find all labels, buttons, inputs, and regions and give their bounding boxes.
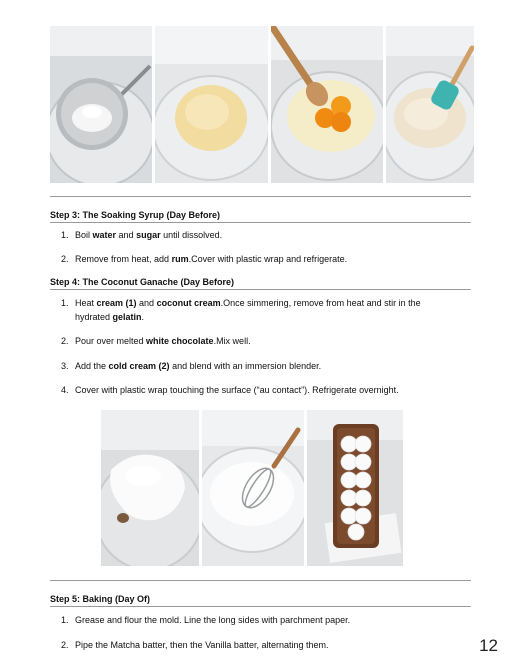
step5-item-1: 1. Grease and flour the mold. Line the long sides with parchment paper. (61, 615, 351, 625)
step4-heading: Step 4: The Coconut Ganache (Day Before) (50, 277, 235, 287)
step5-heading: Step 5: Baking (Day Of) (50, 594, 151, 604)
step3-item-1: 1. Boil water and sugar until dissolved. (61, 230, 223, 240)
photo-sifting-flour (50, 26, 152, 183)
photo-egg-yolks-spoon (271, 26, 383, 183)
step5-underline (50, 606, 471, 607)
step3-heading: Step 3: The Soaking Syrup (Day Before) (50, 210, 221, 220)
divider-top (50, 196, 471, 197)
photo-egg-mixture-bowl (155, 26, 268, 183)
divider-bottom (50, 580, 471, 581)
middle-photo-strip (101, 410, 403, 566)
page-number: 12 (479, 636, 498, 655)
photo-batter-spatula (386, 26, 474, 183)
photo-whisk-bowl (202, 410, 304, 566)
step4-item-4: 4. Cover with plastic wrap touching the surface (“au contact”). Refrigerate overnight. (61, 385, 399, 395)
step4-underline (50, 289, 471, 290)
step5-item-2: 2. Pipe the Matcha batter, then the Vanilla batter, alternating them. (61, 640, 329, 650)
step4-item-1: 1. Heat cream (1) and coconut cream.Once simmering, remove from heat and stir in the hydrated gelatin. (61, 298, 421, 322)
photo-whipped-cream (101, 410, 199, 566)
step3-item-2: 2. Remove from heat, add rum.Cover with plastic wrap and refrigerate. (61, 254, 348, 264)
photo-piped-cake (307, 410, 403, 566)
step3-underline (50, 222, 471, 223)
top-photo-strip (50, 26, 474, 183)
step4-item-2: 2. Pour over melted white chocolate.Mix well. (61, 336, 251, 346)
step4-item-3: 3. Add the cold cream (2) and blend with an immersion blender. (61, 361, 322, 371)
